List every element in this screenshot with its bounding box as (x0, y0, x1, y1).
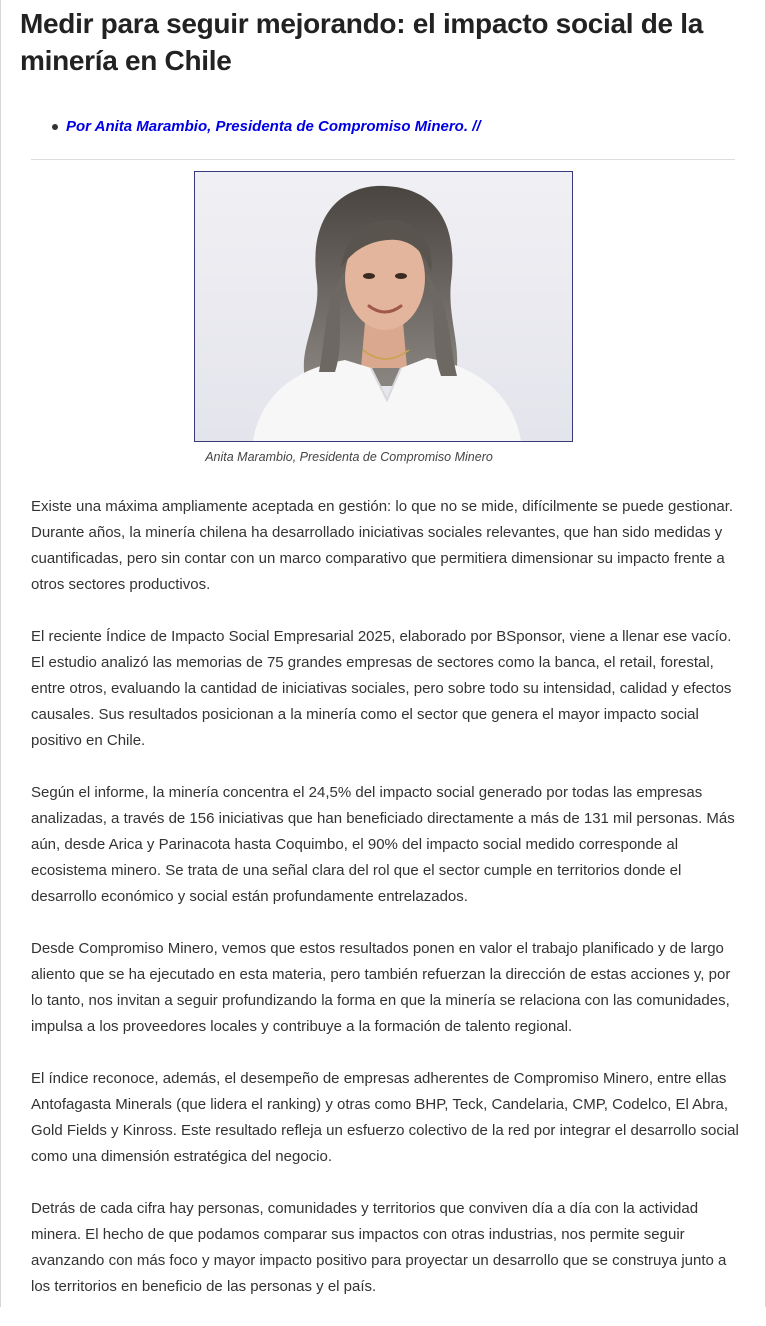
paragraph: Detrás de cada cifra hay personas, comunidades y territorios que conviven día a día con la actividad minera. El hecho de que podamos comparar sus impactos con otras industrias, nos permite seguir avanzando con más foco y mayor impacto positivo para proyectar un desarrollo que se construya junto a los territorios en beneficio de las personas y el país. (31, 1200, 727, 1295)
bullet-icon (52, 124, 58, 130)
article-body (31, 494, 741, 1326)
title-divider (31, 159, 735, 160)
paragraph: El índice reconoce, además, el desempeño de empresas adherentes de Compromiso Minero, entre ellas Antofagasta Minerals (que lidera el ranking) y otras como BHP, Teck, Candelaria, CMP, Codelco, El Abra, Gold Fields y Kinross. Este resultado refleja un esfuerzo colectivo de la red por integrar el desarrollo social como una dimensión estratégica del negocio. (31, 1070, 739, 1165)
paragraph: Existe una máxima ampliamente aceptada en gestión: lo que no se mide, difícilmente se puede gestionar. Durante años, la minería chilena ha desarrollado iniciativas sociales relevantes, que han sido medidas y cuantificadas, pero sin contar con un marco comparativo que permitiera dimensionar su impacto frente a otros sectores productivos. (31, 498, 734, 593)
article-title: Medir para seguir mejorando: el impacto social de la minería en Chile (20, 8, 704, 76)
byline-author-link[interactable]: Por Anita Marambio, Presidenta de Compromiso Minero. // (66, 118, 481, 135)
portrait-illustration (195, 172, 572, 441)
photo-caption: Anita Marambio, Presidenta de Compromiso Minero (205, 450, 493, 464)
page-left-border (0, 0, 1, 1307)
paragraph: Según el informe, la minería concentra el 24,5% del impacto social generado por todas las empresas analizadas, a través de 156 iniciativas que han beneficiado directamente a más de 131 mil personas. Más aún, desde Arica y Parinacota hasta Coquimbo, el 90% del impacto social medido corresponde al ecosistema minero. Se trata de una señal clara del rol que el sector cumple en territorios donde el desarrollo económico y social están profundamente entrelazados. (31, 784, 735, 905)
paragraph: Desde Compromiso Minero, vemos que estos resultados ponen en valor el trabajo planificado y de largo aliento que se ha ejecutado en esta materia, pero también refuerzan la dirección de estas acciones y, por lo tanto, nos invitan a seguir profundizando la forma en que la minería se relaciona con las comunidades, impulsa a los proveedores locales y contribuye a la formación de talento regional. (31, 940, 731, 1035)
byline-item (0, 107, 766, 147)
paragraph: El reciente Índice de Impacto Social Empresarial 2025, elaborado por BSponsor, viene a llenar ese vacío. El estudio analizó las memorias de 75 grandes empresas de sectores como la banca, el retail, forestal, entre otros, evaluando la cantidad de iniciativas sociales, pero sobre todo su intensidad, calidad y efectos causales. Sus resultados posicionan a la minería como el sector que genera el mayor impacto social positivo en Chile. (31, 628, 732, 749)
byline-list (0, 107, 766, 147)
author-portrait-image (194, 171, 573, 442)
